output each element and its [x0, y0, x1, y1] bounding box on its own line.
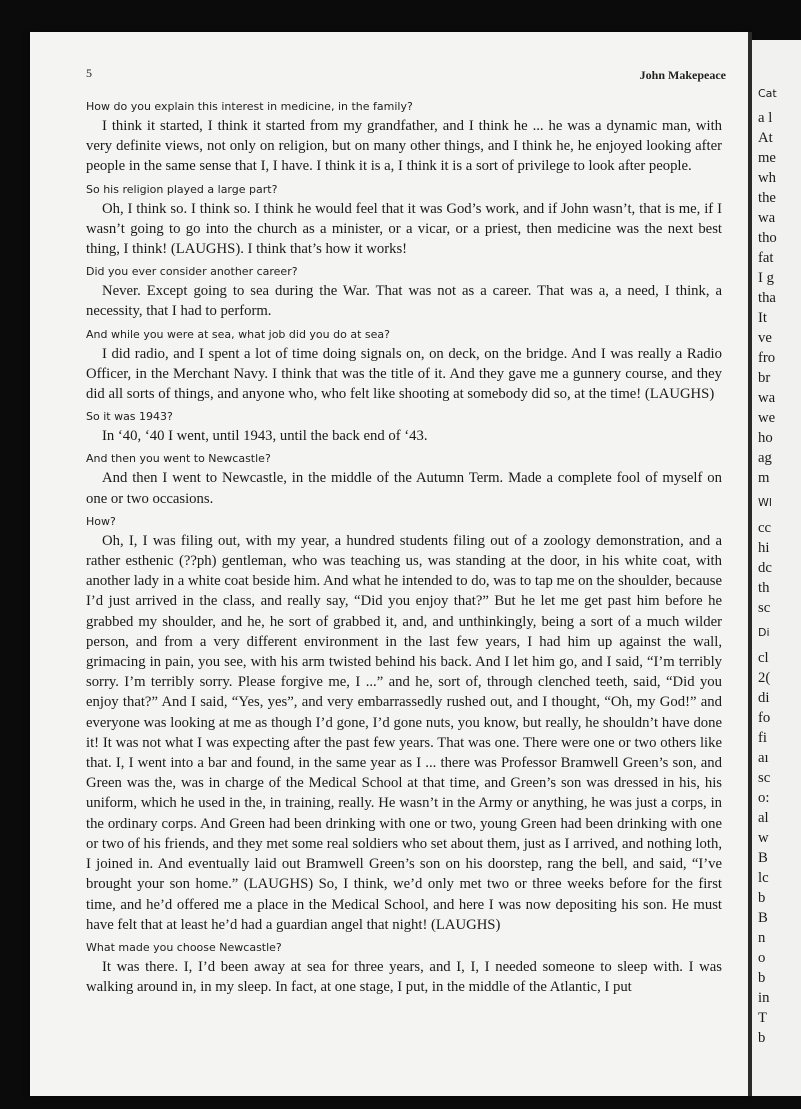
- question: And then you went to Newcastle?: [86, 452, 271, 466]
- adjacent-line: Di: [758, 626, 770, 639]
- adjacent-line: At: [758, 130, 773, 146]
- question: What made you choose Newcastle?: [86, 940, 282, 954]
- adjacent-line: o: [758, 950, 766, 966]
- adjacent-line: n: [758, 930, 766, 946]
- adjacent-line: 2(: [758, 670, 771, 686]
- adjacent-line: w: [758, 830, 769, 846]
- adjacent-line: wa: [758, 390, 776, 406]
- adjacent-line: fo: [758, 710, 771, 726]
- adjacent-line: wh: [758, 170, 776, 186]
- adjacent-line: b: [758, 1030, 766, 1046]
- adjacent-line: th: [758, 580, 770, 596]
- adjacent-line: sc: [758, 770, 771, 786]
- adjacent-line: fi: [758, 730, 767, 746]
- adjacent-line: lc: [758, 870, 769, 886]
- adjacent-line: dc: [758, 560, 772, 576]
- question: How do you explain this interest in medicine, in the family?: [86, 100, 413, 113]
- adjacent-line: ve: [758, 330, 772, 346]
- question: And while you were at sea, what job did you do at sea?: [86, 327, 390, 341]
- adjacent-line: al: [758, 810, 769, 826]
- adjacent-line: di: [758, 690, 770, 706]
- adjacent-line: fro: [758, 350, 776, 366]
- question: How?: [86, 514, 116, 528]
- question: So it was 1943?: [86, 410, 173, 424]
- adjacent-line: cc: [758, 520, 772, 536]
- running-head: John Makepeace: [639, 68, 726, 82]
- adjacent-line: B: [758, 850, 768, 866]
- adjacent-line: me: [758, 150, 776, 166]
- answer: It was there. I, I’d been away at sea for three years, and I, I, I needed someone to sleep with. I was walking around in, in my sleep. In fact, at one stage, I put, in the middle of the Atlantic, I put: [86, 958, 722, 996]
- question: So his religion played a large part?: [86, 182, 278, 196]
- adjacent-line: ho: [758, 430, 773, 446]
- adjacent-line: b: [758, 890, 766, 906]
- adjacent-page-header: Cat: [758, 87, 777, 100]
- answer: Oh, I, I was filing out, with my year, a hundred students filing out of a zoology demonstration, and a rather esthenic (??ph) gentleman, who was teaching us, was standing at the door, in his white coat, with another lady in a white coat beside him. And what he intended to do, was to tap me on the shoulder, because I’d just arrived in the class, and really say, “Did you enjoy that?” But he let me get past him before he grabbed my shoulder, and he, he sort of grabbed it, and, and unthinkingly, being a sort of a much wilder person, and from a very different environment in the last few years, I had him up against the wall, grimacing in pain, you see, with his arm twisted behind his back. And I let him go, and I said, “I’m terribly sorry. I’m terribly sorry. Please forgive me, I ...” and he, sort of, through clenched teeth, said, “Did you enjoy that?” And I said, “Yes, yes”, and very embarrassedly rushed out, and I thought, “Oh, my God!” and everyone was looking at me as though I’d gone, I’d gone nuts, you know, but really, he shouldn’t have done it! It was not what I was expecting after the past few years. That was one. There were one or two others like that. I, I went into a bar and found, in the same year as I ... there was Professor Bramwell Green’s son, and Green was the, was in charge of the Medical School at that time, and Green’s son was dressed in his, his uniform, which he used in the, in training, really. He wasn’t in the Army or anything, he was just a corps, in the ordinary corps. And Green had been drinking with one or two, young Green had been drinking with one or two of his friends, and they met some real soldiers who set about them, just as I arrived, and nothing loth, I joined in. And eventually laid out Bramwell Green’s son on his doorstep, rang the bell, and said, “I’ve brought your son home.” (LAUGHS) So, I think, we’d only met two or three weeks before for the first time, and he’d offered me a place in the Medical School, and here I was now depositing his son. He must have felt that at least he’d had a guardian angel that night! (LAUGHS): [86, 532, 722, 933]
- question: Did you ever consider another career?: [86, 265, 298, 279]
- adjacent-line: T: [758, 1010, 767, 1026]
- adjacent-line: tha: [758, 290, 776, 306]
- adjacent-line: o:: [758, 790, 770, 806]
- answer: Never. Except going to sea during the War. That was not as a career. That was a, a need, I think, a necessity, that I had to perform.: [86, 283, 722, 320]
- adjacent-line: B: [758, 910, 768, 926]
- adjacent-page-edge: [752, 40, 801, 1096]
- page-number: 5: [86, 66, 92, 80]
- adjacent-line: ag: [758, 450, 772, 466]
- adjacent-line: a l: [758, 110, 773, 126]
- adjacent-line: I g: [758, 270, 774, 286]
- adjacent-line: hi: [758, 540, 770, 556]
- interview-transcript: [86, 94, 722, 997]
- adjacent-line: Wl: [758, 496, 772, 509]
- document-page: [30, 32, 748, 1096]
- adjacent-line: It: [758, 310, 767, 326]
- adjacent-line: b: [758, 970, 766, 986]
- adjacent-line: m: [758, 470, 770, 486]
- answer: I did radio, and I spent a lot of time doing signals on, on deck, on the bridge. And I was really a Radio Officer, in the Merchant Navy. I think that was the title of it. And they gave me a gunnery course, and they did all sorts of things, and anyone who, who felt like shooting at somebody did so, at the time! (LAUGHS): [86, 345, 722, 403]
- adjacent-line: we: [758, 410, 776, 426]
- adjacent-line: in: [758, 990, 770, 1006]
- answer: And then I went to Newcastle, in the middle of the Autumn Term. Made a complete fool of myself on one or two occasions.: [86, 470, 722, 507]
- adjacent-line: tho: [758, 230, 777, 246]
- adjacent-line: sc: [758, 600, 771, 616]
- adjacent-line: cl: [758, 650, 769, 666]
- adjacent-line: br: [758, 370, 771, 386]
- adjacent-line: fat: [758, 250, 774, 266]
- adjacent-line: wa: [758, 210, 776, 226]
- adjacent-line: aı: [758, 750, 769, 766]
- answer: I think it started, I think it started from my grandfather, and I think he ... he was a dynamic man, with very definite views, not only on religion, but on many other things, and I think he, he enjoyed looking after people in the same sense that I, I have. I think it is a, I think it is a sort of privilege to look after people.: [86, 118, 722, 175]
- answer: In ‘40, ‘40 I went, until 1943, until the back end of ‘43.: [102, 428, 428, 445]
- adjacent-line: the: [758, 190, 776, 206]
- answer: Oh, I think so. I think so. I think he would feel that it was God’s work, and if John wasn’t, that is me, if I wasn’t going to go into the church as a minister, or a vicar, or a priest, then medicine was the next best thing, I think! (LAUGHS). I think that’s how it works!: [86, 200, 722, 258]
